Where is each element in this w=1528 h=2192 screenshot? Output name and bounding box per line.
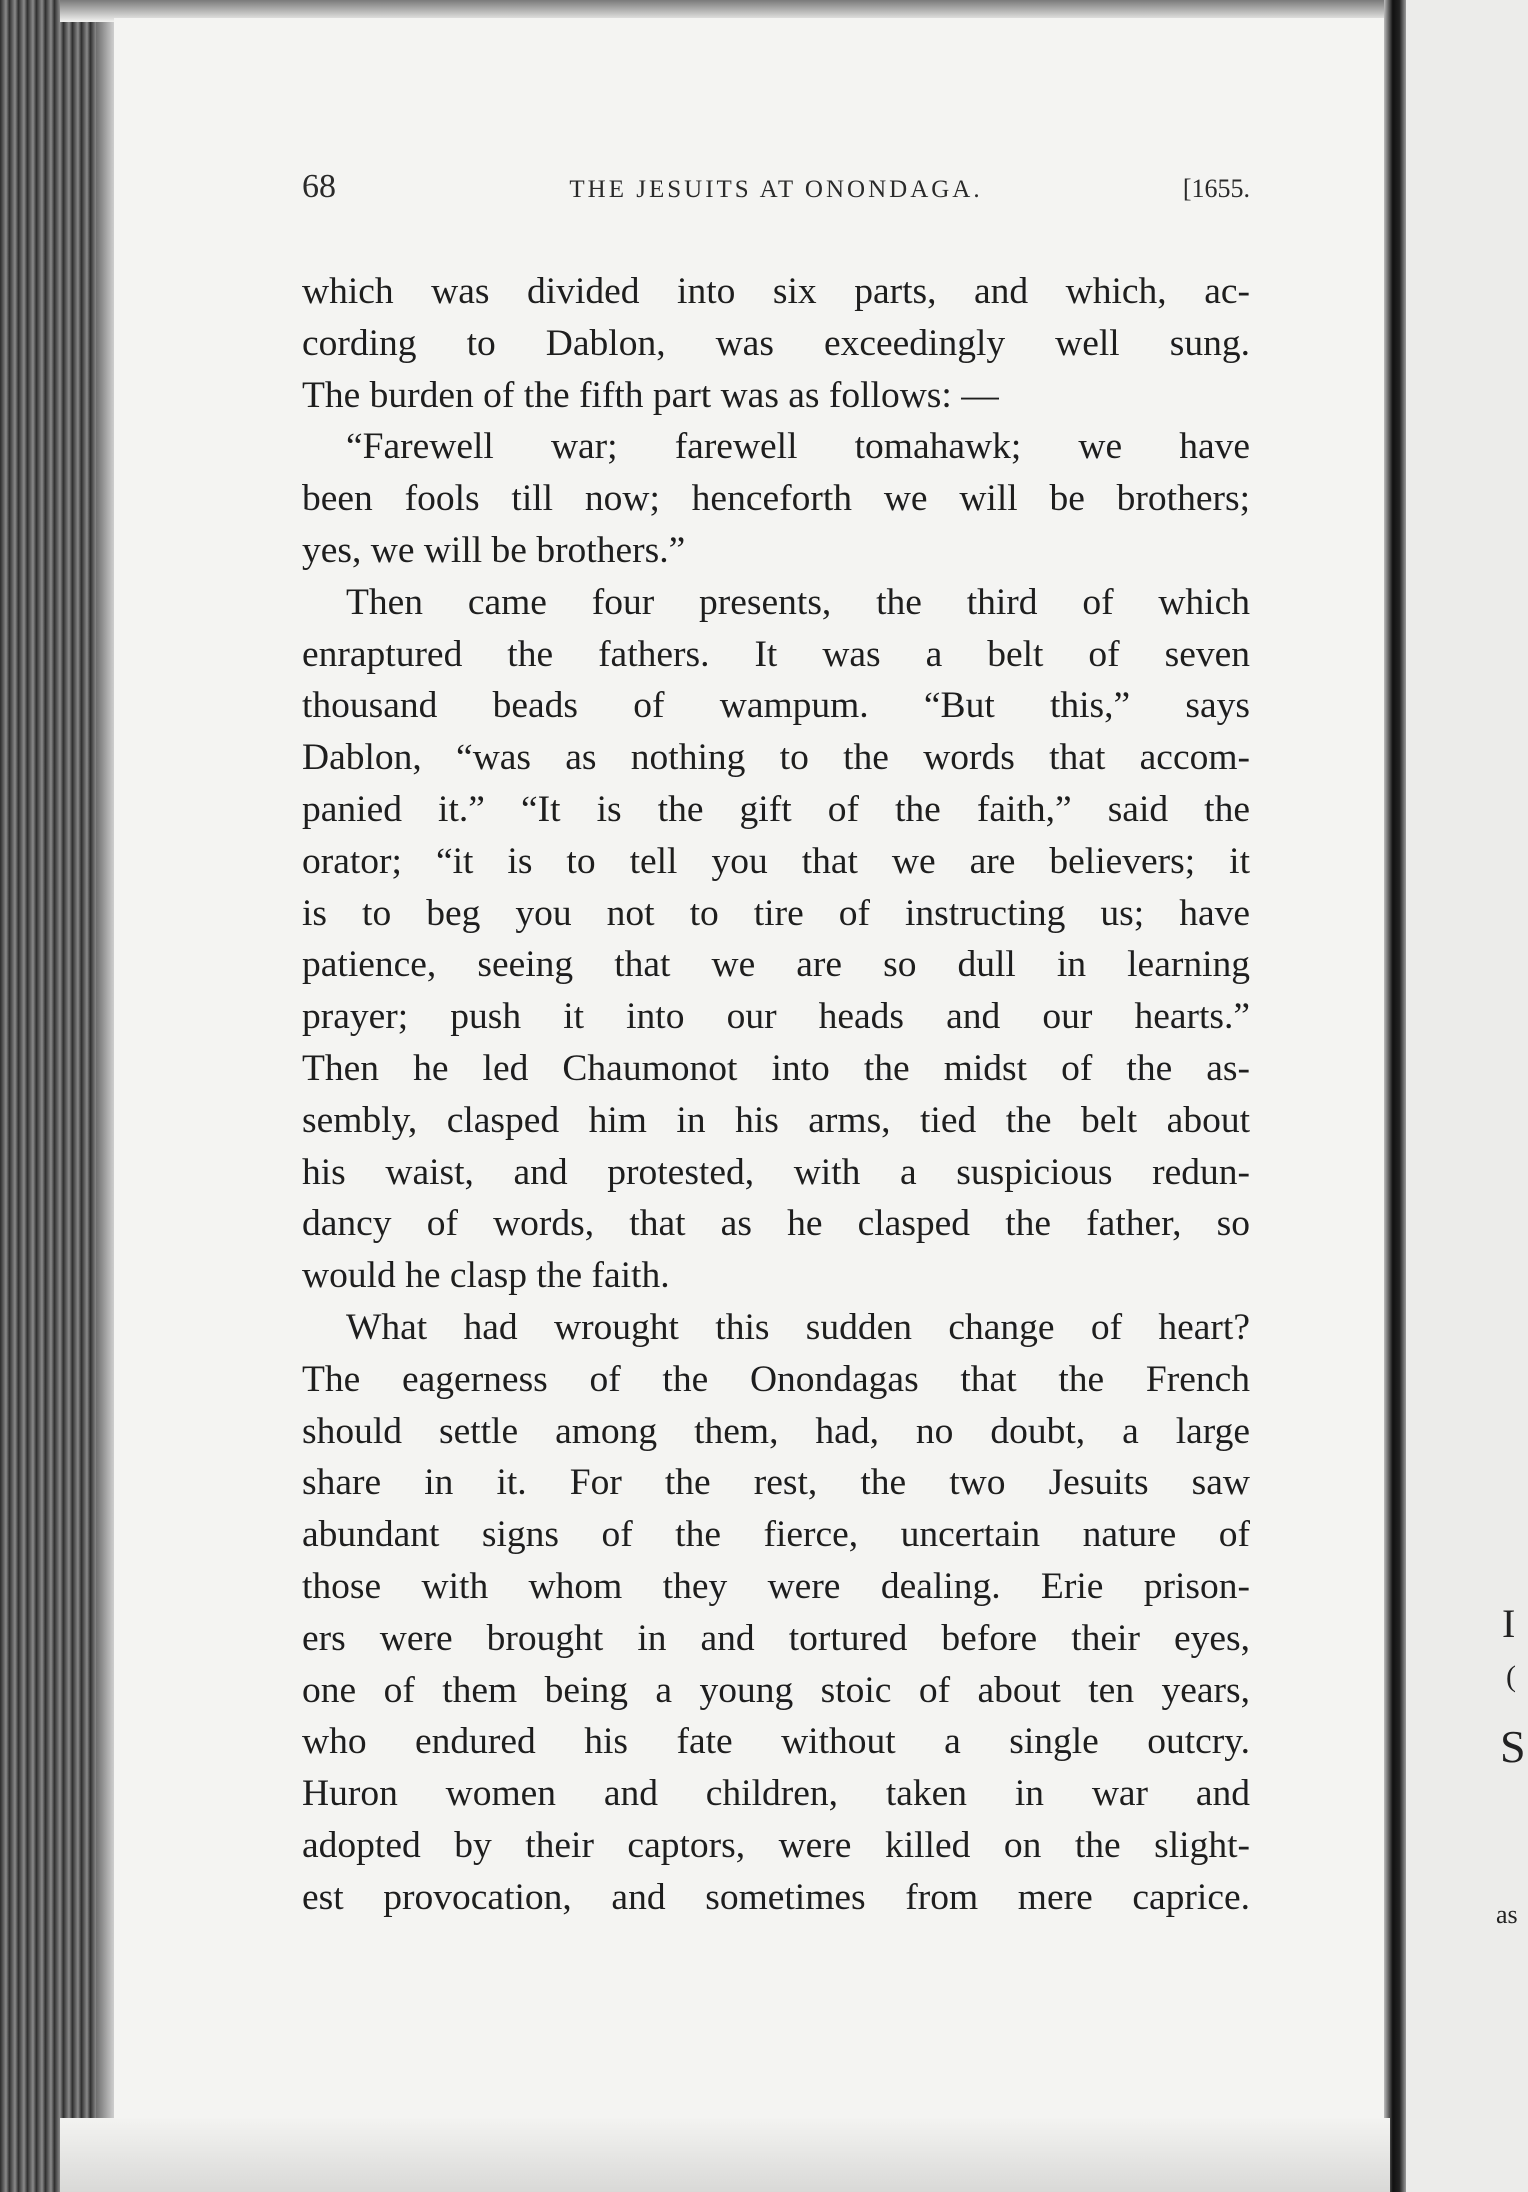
text-line: which was divided into six parts, and which, ac- — [302, 271, 1250, 312]
text-line: cording to Dablon, was exceedingly well sung. — [302, 322, 1250, 364]
text-line: his waist, and protested, with a suspicious redun- — [302, 1151, 1250, 1193]
text-line: those with whom they were dealing. Erie prison- — [302, 1565, 1250, 1607]
text-line: est provocation, and sometimes from mere caprice. — [302, 1876, 1250, 1918]
text-line: share in it. For the rest, the two Jesuits saw — [302, 1462, 1250, 1504]
text-line: Then came four presents, the third of which — [346, 581, 1250, 623]
text-line: enraptured the fathers. It was a belt of seven — [302, 633, 1250, 675]
body-text — [302, 266, 1250, 1924]
text-line: What had wrought this sudden change of heart? — [346, 1306, 1250, 1348]
text-line: Huron women and children, taken in war and — [302, 1773, 1250, 1815]
text-line: ers were brought in and tortured before their eyes, — [302, 1617, 1250, 1659]
running-title: THE JESUITS AT ONONDAGA. — [569, 176, 983, 203]
facing-page-fragment: I — [1502, 1601, 1516, 1646]
text-line: sembly, clasped him in his arms, tied the belt about — [302, 1099, 1250, 1141]
text-line: orator; “it is to tell you that we are believers; it — [302, 840, 1250, 882]
facing-page-fragment: as — [1496, 1900, 1518, 1929]
book-page-stack — [0, 0, 96, 2192]
text-line: Dablon, “was as nothing to the words that accom- — [302, 737, 1250, 779]
page-bottom-shadow — [60, 2118, 1390, 2192]
text-line: patience, seeing that we are so dull in learning — [302, 944, 1250, 986]
year-marker: [1655. — [1182, 174, 1250, 203]
page-stack-edge — [96, 0, 114, 2192]
facing-page-edge — [1406, 0, 1528, 2192]
text-line: yes, we will be brothers.” — [302, 529, 686, 571]
text-line: dancy of words, that as he clasped the father, so — [302, 1203, 1250, 1245]
page-header — [302, 168, 1250, 218]
text-line: abundant signs of the fierce, uncertain nature of — [302, 1514, 1250, 1556]
text-line: prayer; push it into our heads and our hearts.” — [302, 996, 1250, 1038]
text-line: panied it.” “It is the gift of the faith,” said the — [302, 788, 1250, 830]
facing-page-fragment: S — [1500, 1721, 1526, 1772]
text-line: should settle among them, had, no doubt, a large — [302, 1410, 1250, 1452]
text-line: Then he led Chaumonot into the midst of the as- — [302, 1047, 1250, 1089]
page-number: 68 — [302, 168, 336, 205]
text-line: is to beg you not to tire of instructing us; have — [302, 892, 1250, 934]
book-spine — [1384, 0, 1406, 2192]
text-line: The burden of the fifth part was as follows: — — [302, 374, 999, 416]
text-line: would he clasp the faith. — [302, 1255, 670, 1297]
text-line: been fools till now; henceforth we will be brothers; — [302, 478, 1250, 520]
text-line: adopted by their captors, were killed on the slight- — [302, 1824, 1250, 1866]
text-line: “Farewell war; farewell tomahawk; we have — [346, 426, 1250, 468]
text-line: The eagerness of the Onondagas that the French — [302, 1358, 1250, 1400]
facing-page-fragment: ( — [1506, 1660, 1516, 1693]
text-line: thousand beads of wampum. “But this,” says — [302, 685, 1250, 727]
text-line: one of them being a young stoic of about ten years, — [302, 1669, 1250, 1711]
text-line: who endured his fate without a single outcry. — [302, 1721, 1250, 1763]
